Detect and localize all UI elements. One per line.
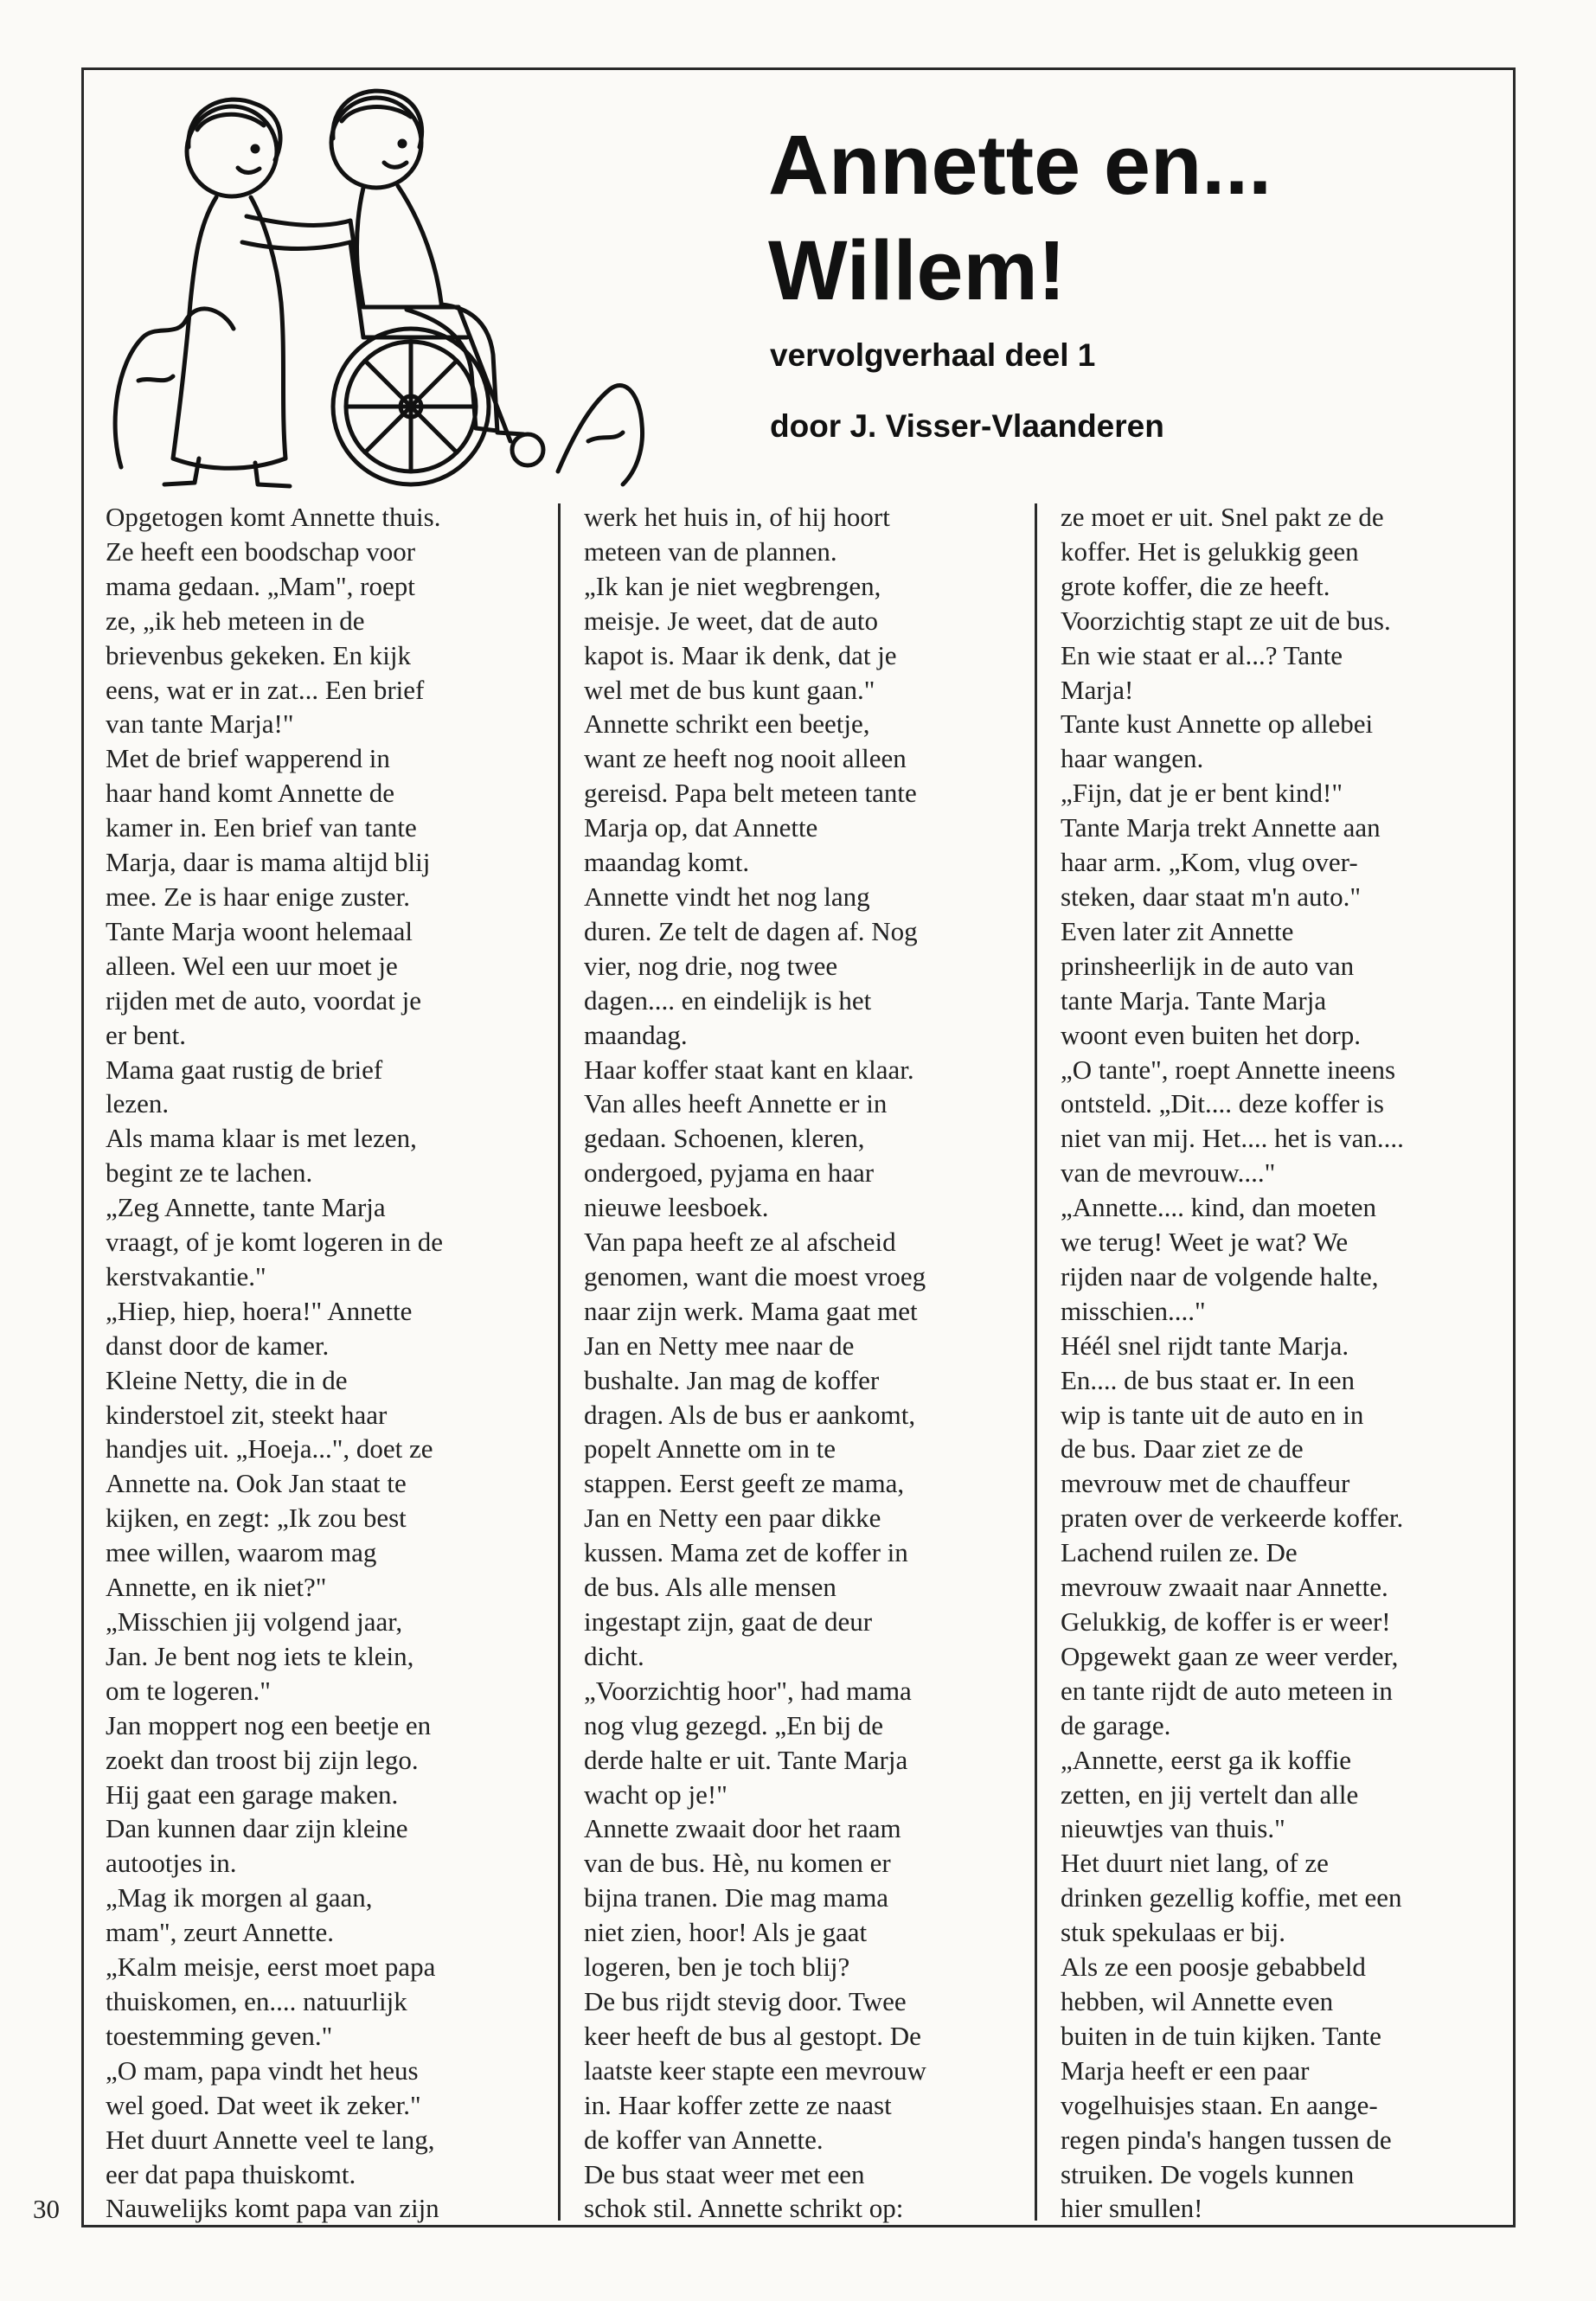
text-line: prinsheerlijk in de auto van [1061, 950, 1355, 981]
text-line: rijden met de auto, voordat je [106, 984, 421, 1016]
text-line: toestemming geven." [106, 2020, 333, 2051]
text-line: we terug! Weet je wat? We [1061, 1227, 1349, 1258]
text-line: naar zijn werk. Mama gaat met [584, 1295, 918, 1326]
text-line: zetten, en jij vertelt dan alle [1061, 1779, 1359, 1810]
text-line: eens, wat er in zat... Een brief [106, 674, 425, 705]
text-line: ondergoed, pyjama en haar [584, 1157, 875, 1189]
text-line: „O mam, papa vindt het heus [106, 2054, 419, 2086]
text-line: Ze heeft een boodschap voor [106, 535, 416, 567]
text-line: „Annette.... kind, dan moeten [1061, 1192, 1377, 1223]
text-line: rijden naar de volgende halte, [1061, 1260, 1379, 1292]
text-line: „Hiep, hiep, hoera!" Annette [106, 1295, 413, 1326]
text-line: drinken gezellig koffie, met een [1061, 1882, 1402, 1913]
text-column-1 [106, 500, 538, 2226]
text-line: wacht op je!" [584, 1779, 727, 1810]
text-line: Marja heeft er een paar [1061, 2054, 1310, 2086]
column-divider [1035, 503, 1037, 2221]
text-line: nog vlug gezegd. „En bij de [584, 1709, 884, 1740]
text-line: grote koffer, die ze heeft. [1061, 570, 1330, 601]
text-line: „Misschien jij volgend jaar, [106, 1606, 403, 1637]
text-line: Van papa heeft ze al afscheid [584, 1227, 896, 1258]
text-line: mevrouw zwaait naar Annette. [1061, 1572, 1388, 1603]
text-line: van de mevrouw...." [1061, 1157, 1276, 1189]
text-line: alleen. Wel een uur moet je [106, 950, 398, 981]
story-subtitle: vervolgverhaal deel 1 [770, 337, 1096, 373]
text-line: wel goed. Dat weet ik zeker." [106, 2089, 421, 2120]
text-line: kussen. Mama zet de koffer in [584, 1537, 908, 1568]
text-line: schok stil. Annette schrikt op: [584, 2193, 904, 2224]
text-line: Even later zit Annette [1061, 915, 1294, 946]
text-line: stuk spekulaas er bij. [1061, 1917, 1286, 1948]
text-line: werk het huis in, of hij hoort [584, 502, 890, 532]
text-line: Nauwelijks komt papa van zijn [106, 2193, 439, 2224]
text-line: mevrouw met de chauffeur [1061, 1468, 1350, 1499]
text-line: er bent. [106, 1019, 186, 1050]
text-line: ze moet er uit. Snel pakt ze de [1061, 502, 1384, 532]
text-line: laatste keer stapte een mevrouw [584, 2054, 926, 2086]
text-line: meteen van de plannen. [584, 535, 837, 567]
text-line: Met de brief wapperend in [106, 743, 390, 774]
text-line: niet van mij. Het.... het is van.... [1061, 1123, 1404, 1154]
text-line: maandag. [584, 1019, 688, 1050]
text-line: Annette schrikt een beetje, [584, 708, 870, 740]
text-line: duren. Ze telt de dagen af. Nog [584, 915, 918, 946]
text-line: begint ze te lachen. [106, 1157, 313, 1189]
text-line: Als ze een poosje gebabbeld [1061, 1952, 1366, 1983]
text-line: „Annette, eerst ga ik koffie [1061, 1744, 1351, 1775]
text-line: Annette vindt het nog lang [584, 881, 870, 912]
text-line: mee willen, waarom mag [106, 1537, 377, 1568]
text-line: thuiskomen, en.... natuurlijk [106, 1985, 407, 2016]
text-line: ze, „ik heb meteen in de [106, 605, 365, 636]
text-line: autootjes in. [106, 1848, 237, 1879]
text-line: Jan moppert nog een beetje en [106, 1709, 432, 1740]
text-line: Als mama klaar is met lezen, [106, 1123, 417, 1154]
text-line: nieuwtjes van thuis." [1061, 1813, 1285, 1844]
text-line: regen pinda's hangen tussen de [1061, 2124, 1392, 2155]
text-line: Opgetogen komt Annette thuis. [106, 502, 441, 532]
text-line: Het duurt niet lang, of ze [1061, 1848, 1329, 1879]
text-line: kinderstoel zit, steekt haar [106, 1399, 388, 1430]
text-line: haar arm. „Kom, vlug over- [1061, 847, 1358, 878]
text-line: dagen.... en eindelijk is het [584, 984, 872, 1016]
text-line: om te logeren." [106, 1675, 271, 1706]
text-line: Opgewekt gaan ze weer verder, [1061, 1640, 1399, 1671]
text-line: meisje. Je weet, dat de auto [584, 605, 879, 636]
text-line: dicht. [584, 1640, 644, 1671]
text-line: praten over de verkeerde koffer. [1061, 1503, 1404, 1534]
text-line: handjes uit. „Hoeja...", doet ze [106, 1433, 433, 1465]
text-line: de bus. Als alle mensen [584, 1572, 836, 1603]
text-line: „Ik kan je niet wegbrengen, [584, 570, 881, 601]
text-column-2 [584, 500, 1012, 2226]
text-line: Jan en Netty een paar dikke [584, 1503, 881, 1534]
text-line: wel met de bus kunt gaan." [584, 674, 875, 705]
text-line: woont even buiten het dorp. [1061, 1019, 1361, 1050]
text-line: vogelhuisjes staan. En aange- [1061, 2089, 1378, 2120]
text-line: mama gedaan. „Mam", roept [106, 570, 415, 601]
text-line: in. Haar koffer zette ze naast [584, 2089, 892, 2120]
text-line: ontsteld. „Dit.... deze koffer is [1061, 1088, 1384, 1119]
text-line: misschien...." [1061, 1295, 1206, 1326]
text-line: haar wangen. [1061, 743, 1204, 774]
text-line: kapot is. Maar ik denk, dat je [584, 639, 897, 670]
text-line: Haar koffer staat kant en klaar. [584, 1054, 914, 1085]
text-line: vier, nog drie, nog twee [584, 950, 838, 981]
text-line: want ze heeft nog nooit alleen [584, 743, 907, 774]
text-line: genomen, want die moest vroeg [584, 1260, 926, 1292]
text-line: Jan en Netty mee naar de [584, 1330, 855, 1361]
text-line: struiken. De vogels kunnen [1061, 2158, 1355, 2189]
text-line: hier smullen! [1061, 2193, 1203, 2224]
text-line: Marja! [1061, 674, 1134, 705]
text-line: popelt Annette om in te [584, 1433, 836, 1465]
text-line: „Kalm meisje, eerst moet papa [106, 1952, 436, 1983]
text-line: van de bus. Hè, nu komen er [584, 1848, 891, 1879]
title-line-1: Annette en... [768, 118, 1272, 212]
text-line: de bus. Daar ziet ze de [1061, 1433, 1304, 1465]
text-line: haar hand komt Annette de [106, 778, 395, 809]
text-line: Jan. Je bent nog iets te klein, [106, 1640, 414, 1671]
text-line: bijna tranen. Die mag mama [584, 1882, 889, 1913]
text-line: Marja op, dat Annette [584, 812, 818, 843]
text-line: van tante Marja!" [106, 708, 294, 740]
text-line: „Fijn, dat je er bent kind!" [1061, 778, 1343, 809]
text-line: Annette na. Ook Jan staat te [106, 1468, 407, 1499]
text-line: niet zien, hoor! Als je gaat [584, 1917, 868, 1948]
text-line: Kleine Netty, die in de [106, 1364, 348, 1395]
text-line: kijken, en zegt: „Ik zou best [106, 1503, 407, 1534]
story-byline: door J. Visser-Vlaanderen [770, 408, 1164, 444]
text-line: en tante rijdt de auto meteen in [1061, 1675, 1393, 1706]
text-line: logeren, ben je toch blij? [584, 1952, 850, 1983]
text-column-3 [1061, 500, 1502, 2226]
text-line: En.... de bus staat er. In een [1061, 1364, 1356, 1395]
text-line: Het duurt Annette veel te lang, [106, 2124, 435, 2155]
text-line: Gelukkig, de koffer is er weer! [1061, 1606, 1391, 1637]
text-line: Voorzichtig stapt ze uit de bus. [1061, 605, 1391, 636]
text-line: Hij gaat een garage maken. [106, 1779, 399, 1810]
text-line: Marja, daar is mama altijd blij [106, 847, 431, 878]
title-line-2: Willem! [768, 223, 1067, 317]
text-line: bushalte. Jan mag de koffer [584, 1364, 880, 1395]
text-line: wip is tante uit de auto en in [1061, 1399, 1364, 1430]
text-line: lezen. [106, 1088, 170, 1119]
text-line: mam", zeurt Annette. [106, 1917, 335, 1948]
girl-pushing-boy-in-wheelchair-drawing [104, 78, 657, 493]
text-line: „O tante", roept Annette ineens [1061, 1054, 1396, 1085]
text-line: kerstvakantie." [106, 1260, 266, 1292]
text-line: Annette, en ik niet?" [106, 1572, 327, 1603]
text-line: hebben, wil Annette even [1061, 1985, 1334, 2016]
story-title [768, 112, 1486, 324]
text-line: Van alles heeft Annette er in [584, 1088, 888, 1119]
text-line: steken, daar staat m'n auto." [1061, 881, 1362, 912]
text-line: Lachend ruilen ze. De [1061, 1537, 1298, 1568]
text-line: gedaan. Schoenen, kleren, [584, 1123, 865, 1154]
text-line: mee. Ze is haar enige zuster. [106, 881, 411, 912]
text-line: „Zeg Annette, tante Marja [106, 1192, 386, 1223]
text-line: Tante Marja woont helemaal [106, 915, 413, 946]
text-line: En wie staat er al...? Tante [1061, 639, 1343, 670]
text-line: „Mag ik morgen al gaan, [106, 1882, 373, 1913]
text-line: vraagt, of je komt logeren in de [106, 1227, 443, 1258]
text-line: maandag komt. [584, 847, 750, 878]
text-line: brievenbus gekeken. En kijk [106, 639, 411, 670]
text-line: Dan kunnen daar zijn kleine [106, 1813, 408, 1844]
text-line: kamer in. Een brief van tante [106, 812, 417, 843]
text-line: koffer. Het is gelukkig geen [1061, 535, 1359, 567]
text-line: ingestapt zijn, gaat de deur [584, 1606, 873, 1637]
text-line: De bus staat weer met een [584, 2158, 865, 2189]
text-line: danst door de kamer. [106, 1330, 330, 1361]
text-line: buiten in de tuin kijken. Tante [1061, 2020, 1381, 2051]
text-line: Héél snel rijdt tante Marja. [1061, 1330, 1349, 1361]
text-line: de garage. [1061, 1709, 1171, 1740]
text-line: tante Marja. Tante Marja [1061, 984, 1327, 1016]
column-divider [558, 503, 561, 2221]
text-line: „Voorzichtig hoor", had mama [584, 1675, 912, 1706]
text-line: dragen. Als de bus er aankomt, [584, 1399, 916, 1430]
text-line: Tante kust Annette op allebei [1061, 708, 1374, 740]
text-line: Tante Marja trekt Annette aan [1061, 812, 1381, 843]
page-number: 30 [33, 2194, 60, 2224]
text-line: nieuwe leesboek. [584, 1192, 769, 1223]
text-line: zoekt dan troost bij zijn lego. [106, 1744, 419, 1775]
text-line: eer dat papa thuiskomt. [106, 2158, 356, 2189]
text-line: stappen. Eerst geeft ze mama, [584, 1468, 905, 1499]
text-line: De bus rijdt stevig door. Twee [584, 1985, 907, 2016]
text-line: gereisd. Papa belt meteen tante [584, 778, 917, 809]
text-line: Mama gaat rustig de brief [106, 1054, 383, 1085]
text-line: Annette zwaait door het raam [584, 1813, 901, 1844]
text-line: derde halte er uit. Tante Marja [584, 1744, 908, 1775]
text-line: keer heeft de bus al gestopt. De [584, 2020, 921, 2051]
text-line: de koffer van Annette. [584, 2124, 824, 2155]
